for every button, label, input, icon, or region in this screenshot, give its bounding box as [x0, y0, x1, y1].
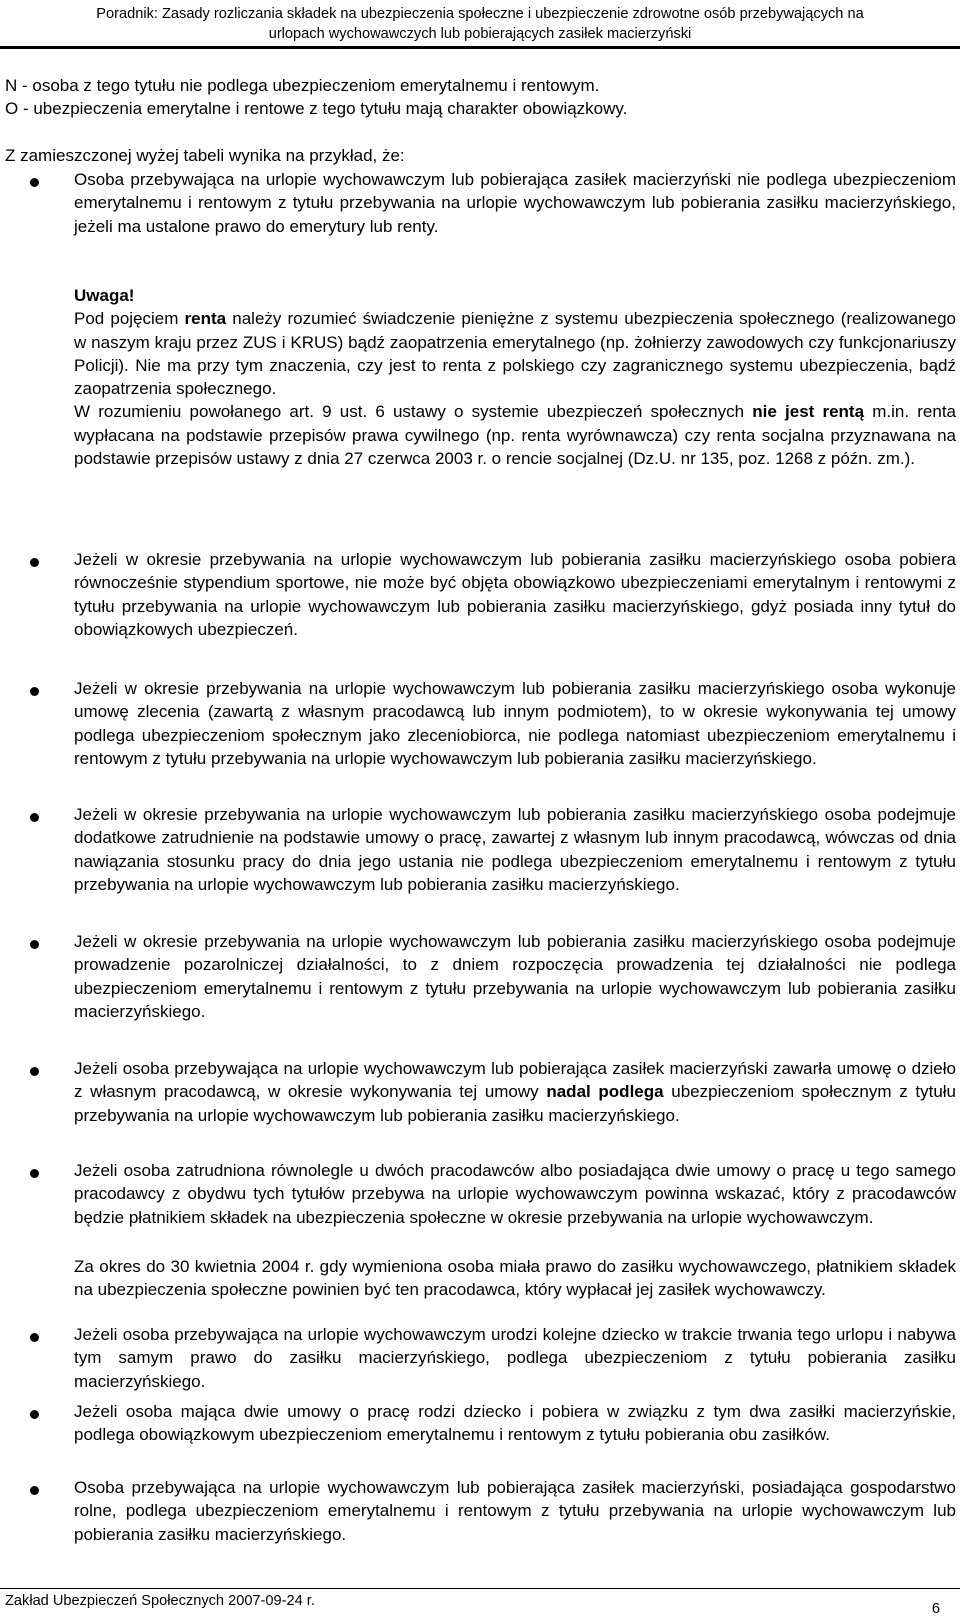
list-item — [74, 1057, 956, 1127]
list-item: Jeżeli osoba zatrudniona równolegle u dwóch pracodawców albo posiadająca dwie umowy o pracę u tego samego pracodawcy z obydwu tych tytułów przebywa na urlopie wychowawczym powinna wskazać, który z pracodawców będzie płatnikiem składek na ubezpieczenia społeczne w okresie przebywania na urlopie wychowawczym. — [74, 1161, 956, 1227]
bullet-icon — [30, 813, 39, 822]
list-item: Jeżeli w okresie przebywania na urlopie wychowawczym lub pobierania zasiłku macierzyńskiego osoba podejmuje prowadzenie pozarolniczej działalności, to z dniem rozpoczęcia prowadzenia tej działalności nie podlega ubezpieczeniom emerytalnemu i rentowym z tytułu przebywania na urlopie wychowawczym lub pobierania zasiłku macierzyńskiego. — [74, 932, 956, 1021]
legend — [5, 74, 945, 120]
list-item: Jeżeli w okresie przebywania na urlopie wychowawczym lub pobierania zasiłku macierzyńskiego osoba pobiera równocześnie stypendium sportowe, nie może być objęta obowiązkowo ubezpieczeniami emerytalnym i rentowymi z tytułu przebywania na urlopie wychowawczym lub pobierania zasiłku macierzyńskiego, gdyż posiada inny tytuł do obowiązkowych ubezpieczeń. — [74, 550, 956, 639]
header-line-1: Poradnik: Zasady rozliczania składek na ubezpieczenia społeczne i ubezpieczenie zdrowotne osób przebywających na — [96, 6, 864, 22]
bullet-icon — [30, 1169, 39, 1178]
item-text: ubezpieczeniom społecznym z tytułu przebywania na urlopie wychowawczym lub pobierania zasiłku macierzyńskiego. — [74, 1082, 957, 1125]
header-title — [14, 4, 946, 44]
bullet-icon — [30, 1333, 39, 1342]
bullet-icon — [30, 1067, 39, 1076]
intro-text: Z zamieszczonej wyżej tabeli wynika na przykład, że: — [5, 146, 405, 165]
bullet-icon — [30, 687, 39, 696]
bullet-icon — [30, 1410, 39, 1419]
page-header — [0, 0, 960, 52]
item-text: Jeżeli osoba przebywająca na urlopie wychowawczym lub pobierająca zasiłek macierzyński zawarła umowę o dzieło z własnym pracodawcą, w okresie wykonywania tej umowy — [74, 1059, 956, 1102]
note-paragraph-1 — [74, 307, 956, 400]
note-bold-term: renta — [184, 309, 227, 329]
footer-divider — [0, 1588, 960, 1589]
note-text: należy rozumieć świadczenie pieniężne z systemu ubezpieczenia społecznego (realizowanego w naszym kraju przez ZUS i KRUS) bądź zaopatrzenia emerytalnego (np. żołnierzy zawodowych czy funkcjonariuszy Policji). Nie ma przy tym znaczenia, czy jest to renta z polskiego czy zagranicznego systemu ubezpieczenia, bądź zaopatrzenia społecznego. — [74, 309, 956, 399]
page-number: 6 — [931, 1601, 940, 1617]
list-item-note: Za okres do 30 kwietnia 2004 r. gdy wymieniona osoba miała prawo do zasiłku wychowawczego, płatnikiem składek na ubezpieczenia społeczne powinien być ten pracodawca, który wypłacał jej zasiłek wychowawczy. — [74, 1257, 956, 1300]
note-block — [74, 284, 956, 470]
note-text: m.in. renta wypłacana na podstawie przepisów prawa cywilnego (np. renta wyrównawcza) czy renta socjalna przyznawana na podstawie przepisów ustawy z dnia 27 czerwca 2003 r. o rencie socjalnej (Dz.U. nr 135, poz. 1268 z późn. zm.). — [74, 402, 956, 469]
item-bold-text: nadal podlega — [546, 1082, 664, 1102]
note-text: W rozumieniu powołanego art. 9 ust. 6 ustawy o systemie ubezpieczeń społecznych — [74, 402, 753, 422]
list-item: Jeżeli osoba przebywająca na urlopie wychowawczym urodzi kolejne dziecko w trakcie trwania tego urlopu i nabywa tym samym prawo do zasiłku macierzyńskiego, podlega ubezpieczeniom z tytułu pobierania zasiłku macierzyńskiego. — [74, 1325, 956, 1391]
list-item: Osoba przebywająca na urlopie wychowawczym lub pobierająca zasiłek macierzyński, posiadająca gospodarstwo rolne, podlega ubezpieczeniom emerytalnemu i rentowym z tytułu przebywania na urlopie wychowawczym lub pobierania zasiłku macierzyńskiego. — [74, 1478, 956, 1544]
footer-text: Zakład Ubezpieczeń Społecznych 2007-09-24 r. — [5, 1593, 315, 1609]
list-item: Jeżeli w okresie przebywania na urlopie wychowawczym lub pobierania zasiłku macierzyńskiego osoba podejmuje dodatkowe zatrudnienie na podstawie umowy o pracę, zawartej z własnym lub innym pracodawcą, wówczas od dnia nawiązania stosunku pracy do dnia jego ustania nie podlega ubezpieczeniom emerytalnemu i rentowym z tytułu przebywania na urlopie wychowawczym lub pobierania zasiłku macierzyńskiego. — [74, 805, 956, 894]
bullet-icon — [30, 940, 39, 949]
list-item: Jeżeli osoba mająca dwie umowy o pracę rodzi dziecko i pobiera w związku z tym dwa zasiłki macierzyńskie, podlega obowiązkowym ubezpieczeniom emerytalnemu i rentowym z tytułu pobierania obu zasiłków. — [74, 1402, 956, 1445]
list-item: Osoba przebywająca na urlopie wychowawczym lub pobierająca zasiłek macierzyński nie podlega ubezpieczeniom emerytalnemu i rentowym z tytułu przebywania na urlopie wychowawczym lub pobierania zasiłku macierzyńskiego, jeżeli ma ustalone prawo do emerytury lub renty. — [74, 170, 956, 236]
note-bold-term: nie jest rentą — [752, 402, 865, 422]
bullet-icon — [30, 178, 39, 187]
note-paragraph-2 — [74, 400, 956, 470]
bullet-icon — [30, 558, 39, 567]
bullet-icon — [30, 1486, 39, 1495]
header-divider — [0, 46, 960, 49]
header-line-2: urlopach wychowawczych lub pobierających zasiłek macierzyński — [268, 26, 692, 42]
legend-o: O - ubezpieczenia emerytalne i rentowe z tego tytułu mają charakter obowiązkowy. — [5, 99, 628, 118]
note-text: Pod pojęciem — [74, 309, 185, 329]
list-item: Jeżeli w okresie przebywania na urlopie wychowawczym lub pobierania zasiłku macierzyńskiego osoba wykonuje umowę zlecenia (zawartą z własnym pracodawcą lub innym podmiotem), to w okresie wykonywania tej umowy podlega ubezpieczeniom społecznym jako zleceniobiorca, nie podlega natomiast ubezpieczeniom emerytalnemu i rentowym z tytułu przebywania na urlopie wychowawczym lub pobierania zasiłku macierzyńskiego. — [74, 679, 956, 768]
note-title: Uwaga! — [74, 286, 135, 305]
legend-n: N - osoba z tego tytułu nie podlega ubezpieczeniom emerytalnemu i rentowym. — [5, 76, 600, 95]
